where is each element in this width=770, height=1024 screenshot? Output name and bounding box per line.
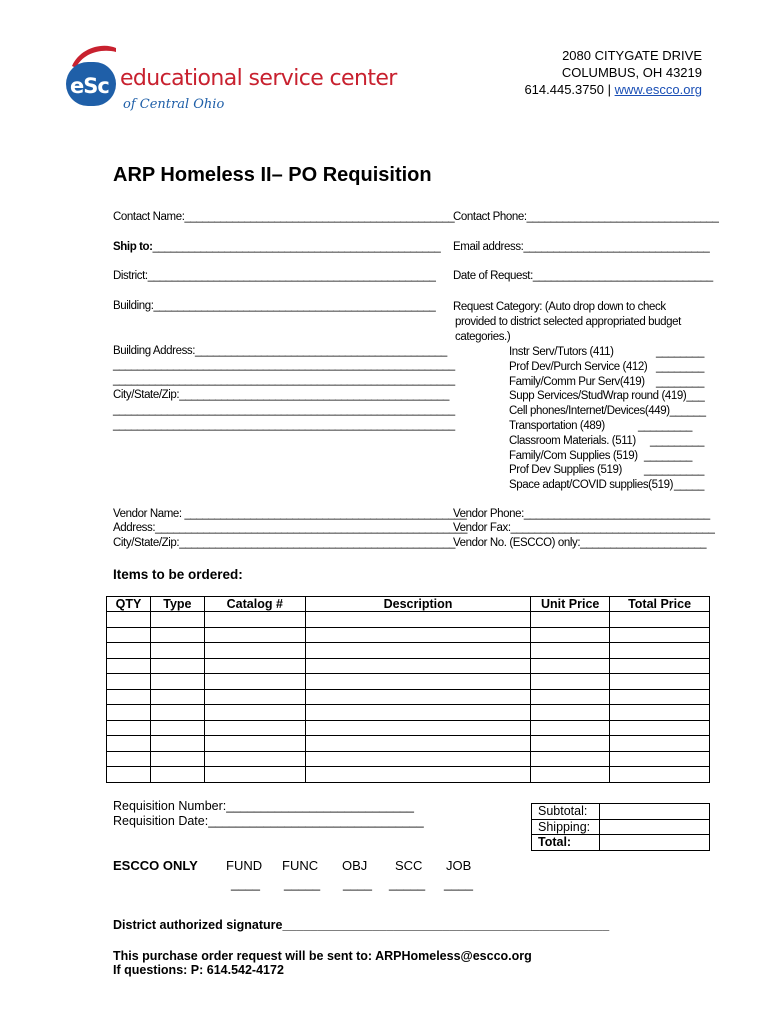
table-row [107,612,710,628]
city-line3[interactable]: _________________________________________________________ [113,419,455,431]
address-line1: 2080 CITYGATE DRIVE [562,48,702,63]
items-heading: Items to be ordered: [113,567,243,582]
table-cell[interactable] [150,674,204,690]
category-item[interactable]: Instr Serv/Tutors (411) ________ [509,346,704,358]
table-row [107,705,710,721]
category-item[interactable]: Transportation (489) _________ [509,419,692,432]
date-of-request-field[interactable]: Date of Request:______________________________ [453,270,713,282]
shipping-label: Shipping: [532,819,600,835]
total-value[interactable] [599,835,709,851]
table-cell[interactable] [305,720,531,736]
table-cell[interactable] [610,736,710,752]
table-cell[interactable] [531,627,610,643]
table-cell[interactable] [531,674,610,690]
table-cell[interactable] [305,627,531,643]
table-cell[interactable] [204,658,305,674]
table-cell[interactable] [531,705,610,721]
request-category [453,300,681,344]
ship-to-field[interactable] [113,241,440,253]
request-category-intro-2: provided to district selected appropriated budget [455,315,681,328]
table-cell[interactable] [204,736,305,752]
blank-obj[interactable]: ____ [343,876,372,891]
items-header-row [107,597,710,612]
table-cell[interactable] [531,720,610,736]
category-item[interactable]: Prof Dev Supplies (519) __________ [509,464,704,477]
table-cell[interactable] [531,751,610,767]
requisition-date-field[interactable]: Requisition Date:_______________________________ [113,814,424,828]
vendor-name-field[interactable]: Vendor Name: _______________________________________________ [113,508,467,520]
requisition-number-field[interactable]: Requisition Number:___________________________ [113,799,414,813]
footer-questions: If questions: P: 614.542-4172 [113,963,284,977]
col-unit-price: Unit Price [531,597,610,612]
table-cell[interactable] [107,689,151,705]
table-row [107,736,710,752]
table-cell[interactable] [305,689,531,705]
city-state-zip-field[interactable]: City/State/Zip:_____________________________________________ [113,389,450,401]
table-cell[interactable] [150,612,204,628]
col-catalog: Catalog # [204,597,305,612]
subtotal-row [532,804,710,820]
table-cell[interactable] [305,751,531,767]
total-row [532,835,710,851]
table-cell[interactable] [305,612,531,628]
subtotal-value[interactable] [599,804,709,820]
separator: | [603,82,615,97]
table-cell[interactable] [610,751,710,767]
shipping-value[interactable] [599,819,709,835]
logo-sub: of Central Ohio [123,97,225,112]
col-total-price: Total Price [610,597,710,612]
category-item[interactable]: Family/Com Supplies (519) ________ [509,449,692,462]
logo-name: educational service center [120,66,397,91]
table-row [107,720,710,736]
table-cell[interactable] [204,720,305,736]
table-cell[interactable] [531,689,610,705]
table-cell[interactable] [150,689,204,705]
website-link[interactable]: www.escco.org [614,82,702,97]
table-cell[interactable] [204,689,305,705]
code-scc: SCC [395,858,423,873]
contact-phone-field[interactable]: Contact Phone:________________________________ [453,211,719,223]
category-item[interactable]: Cell phones/Internet/Devices(449) ______ [509,405,706,418]
table-cell[interactable] [610,658,710,674]
category-item[interactable]: Supp Services/StudWrap round (419) ___ [509,390,705,403]
table-row [107,627,710,643]
table-cell[interactable] [204,751,305,767]
table-cell[interactable] [107,674,151,690]
table-cell[interactable] [610,767,710,783]
building-field[interactable]: Building:_______________________________________________ [113,300,436,312]
shipping-row [532,819,710,835]
table-cell[interactable] [610,627,710,643]
escco-only-label: ESCCO ONLY [113,858,198,873]
table-cell[interactable] [107,643,151,659]
table-cell[interactable] [150,767,204,783]
table-cell[interactable] [610,720,710,736]
col-description: Description [305,597,531,612]
table-cell[interactable] [204,705,305,721]
table-cell[interactable] [107,658,151,674]
col-qty: QTY [107,597,151,612]
blank-fund[interactable]: ____ [231,876,260,891]
table-cell[interactable] [204,627,305,643]
table-cell[interactable] [305,658,531,674]
table-cell[interactable] [305,736,531,752]
ship-to-line: ________________________________________________ [152,241,441,253]
table-cell[interactable] [150,627,204,643]
footer-sent-to: This purchase order request will be sent to: ARPHomeless@escco.org [113,949,532,963]
table-row [107,658,710,674]
table-cell[interactable] [531,767,610,783]
category-item[interactable]: Space adapt/COVID supplies(519) _____ [509,479,704,492]
code-func: FUNC [282,858,319,873]
table-cell[interactable] [305,643,531,659]
table-cell[interactable] [531,736,610,752]
page-title: ARP Homeless II– PO Requisition [113,164,432,186]
category-list [509,345,704,493]
table-row [107,643,710,659]
contact-line [524,81,702,98]
table-row [107,674,710,690]
code-job: JOB [446,858,472,873]
code-obj: OBJ [342,858,368,873]
table-cell[interactable] [305,767,531,783]
table-cell[interactable] [150,751,204,767]
vendor-address-field[interactable]: Address:____________________________________________________ [113,522,467,534]
ship-to-label: Ship to: [113,241,153,253]
table-cell[interactable] [204,643,305,659]
phone: 614.445.3750 [524,82,604,97]
table-cell[interactable] [150,736,204,752]
table-cell[interactable] [204,674,305,690]
table-cell[interactable] [150,720,204,736]
request-category-intro-1: Request Category: (Auto drop down to check [453,301,666,313]
table-cell[interactable] [107,705,151,721]
table-cell[interactable] [610,643,710,659]
table-row [107,767,710,783]
table-row [107,751,710,767]
table-cell[interactable] [610,705,710,721]
table-cell[interactable] [610,612,710,628]
logo [66,44,406,116]
signature-field[interactable]: District authorized signature_______________________________________________ [113,918,610,932]
city-line2[interactable]: _________________________________________________________ [113,404,455,416]
table-cell[interactable] [531,612,610,628]
email-field[interactable]: Email address:_______________________________ [453,241,710,253]
address-line2: COLUMBUS, OH 43219 [561,65,702,80]
subtotal-label: Subtotal: [532,804,600,820]
vendor-phone-field[interactable]: Vendor Phone:_______________________________ [453,508,710,520]
table-cell[interactable] [107,751,151,767]
logo-abbr: eSc [70,74,109,98]
table-cell[interactable] [107,627,151,643]
table-cell[interactable] [610,674,710,690]
table-cell[interactable] [204,767,305,783]
totals-table [531,803,710,851]
table-cell[interactable] [107,720,151,736]
district-field[interactable]: District:________________________________________________ [113,270,436,282]
table-cell[interactable] [305,705,531,721]
table-cell[interactable] [107,736,151,752]
category-item[interactable]: Family/Comm Pur Serv(419) ________ [509,375,704,388]
vendor-fax-field[interactable]: Vendor Fax:__________________________________ [453,522,715,534]
col-type: Type [150,597,204,612]
category-item[interactable]: Prof Dev/Purch Service (412) ________ [509,360,704,373]
table-cell[interactable] [107,767,151,783]
table-cell[interactable] [107,612,151,628]
blank-job[interactable]: ____ [444,876,473,891]
table-cell[interactable] [610,689,710,705]
blank-scc[interactable]: _____ [389,876,426,891]
items-table [106,596,710,783]
vendor-no-field[interactable]: Vendor No. (ESCCO) only:_____________________ [453,537,707,549]
request-category-intro-3: categories.) [455,330,511,343]
table-row [107,689,710,705]
total-label: Total: [532,835,600,851]
code-fund: FUND [226,858,263,873]
category-item[interactable]: Classroom Materials. (511) _________ [509,434,704,447]
vendor-city-field[interactable]: City/State/Zip:______________________________________________ [113,537,456,549]
contact-name-field[interactable]: Contact Name:_____________________________________________ [113,211,455,223]
building-address-field[interactable]: Building Address:__________________________________________ [113,345,447,357]
table-cell[interactable] [305,674,531,690]
table-cell[interactable] [150,658,204,674]
address-block [524,47,702,98]
table-cell[interactable] [150,643,204,659]
table-cell[interactable] [531,658,610,674]
blank-func[interactable]: _____ [284,876,321,891]
table-cell[interactable] [204,612,305,628]
building-address-line3[interactable]: _________________________________________________________ [113,374,455,386]
table-cell[interactable] [531,643,610,659]
table-cell[interactable] [150,705,204,721]
building-address-line2[interactable]: _________________________________________________________ [113,359,455,371]
